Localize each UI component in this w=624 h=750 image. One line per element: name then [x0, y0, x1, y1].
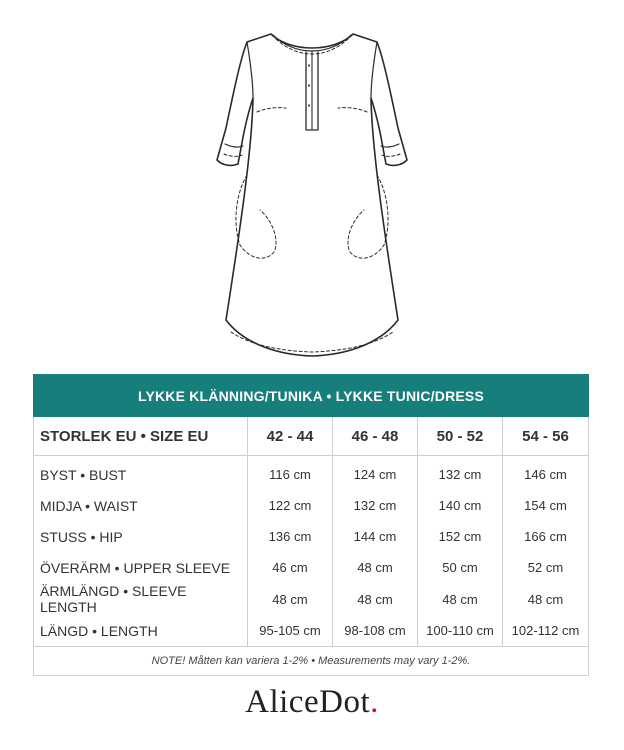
- row-label: BYST • BUST: [34, 456, 248, 491]
- logo-red-dot: .: [370, 684, 379, 720]
- row-label: ÄRMLÄNGD • SLEEVE LENGTH: [34, 583, 248, 615]
- size-header-label: STORLEK EU • SIZE EU: [34, 417, 248, 456]
- size-chart-table: [33, 374, 589, 676]
- cell-value: 48 cm: [503, 583, 589, 615]
- table-row: [34, 583, 589, 615]
- table-row: [34, 521, 589, 552]
- size-header: 54 - 56: [503, 417, 589, 456]
- cell-value: 102-112 cm: [503, 615, 589, 647]
- cell-value: 52 cm: [503, 552, 589, 583]
- cell-value: 50 cm: [418, 552, 503, 583]
- cell-value: 144 cm: [333, 521, 418, 552]
- cell-value: 98-108 cm: [333, 615, 418, 647]
- cell-value: 166 cm: [503, 521, 589, 552]
- table-row: [34, 615, 589, 647]
- cell-value: 95-105 cm: [248, 615, 333, 647]
- cell-value: 48 cm: [418, 583, 503, 615]
- cell-value: 124 cm: [333, 456, 418, 491]
- cell-value: 46 cm: [248, 552, 333, 583]
- cell-value: 122 cm: [248, 490, 333, 521]
- table-row: [34, 490, 589, 521]
- size-header: 50 - 52: [418, 417, 503, 456]
- table-note-row: [34, 647, 589, 676]
- cell-value: 48 cm: [333, 583, 418, 615]
- cell-value: 48 cm: [333, 552, 418, 583]
- table-row: [34, 552, 589, 583]
- row-label: STUSS • HIP: [34, 521, 248, 552]
- cell-value: 48 cm: [248, 583, 333, 615]
- size-header: 42 - 44: [248, 417, 333, 456]
- row-label: MIDJA • WAIST: [34, 490, 248, 521]
- table-header-row: [34, 417, 589, 456]
- table-row: [34, 456, 589, 491]
- cell-value: 140 cm: [418, 490, 503, 521]
- measurement-note: NOTE! Måtten kan variera 1-2% • Measurements may vary 1-2%.: [34, 647, 589, 676]
- cell-value: 132 cm: [333, 490, 418, 521]
- cell-value: 152 cm: [418, 521, 503, 552]
- table-title: LYKKE KLÄNNING/TUNIKA • LYKKE TUNIC/DRESS: [34, 375, 589, 417]
- logo-text-dot: Dot: [319, 684, 371, 720]
- cell-value: 136 cm: [248, 521, 333, 552]
- size-header: 46 - 48: [333, 417, 418, 456]
- cell-value: 146 cm: [503, 456, 589, 491]
- row-label: LÄNGD • LENGTH: [34, 615, 248, 647]
- brand-logo: [0, 684, 624, 721]
- cell-value: 116 cm: [248, 456, 333, 491]
- cell-value: 132 cm: [418, 456, 503, 491]
- cell-value: 154 cm: [503, 490, 589, 521]
- dress-sketch-icon: [200, 20, 424, 365]
- cell-value: 100-110 cm: [418, 615, 503, 647]
- row-label: ÖVERÄRM • UPPER SLEEVE: [34, 552, 248, 583]
- logo-text-alice: Alice: [245, 684, 320, 720]
- table-title-row: [34, 375, 589, 417]
